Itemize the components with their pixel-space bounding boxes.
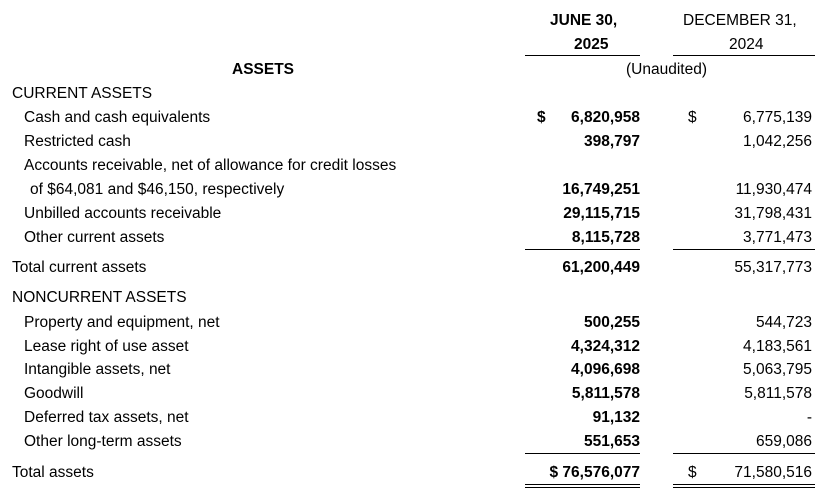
dec-value: 544,723 [755, 314, 812, 331]
june-value: 398,797 [583, 133, 640, 150]
dec-value: 5,811,578 [744, 385, 812, 402]
june-value: 4,324,312 [571, 338, 640, 355]
total-assets-label: Total assets [12, 464, 94, 481]
june-value: 551,653 [583, 433, 640, 450]
row-label: of $64,081 and $46,150, respectively [30, 181, 285, 198]
col2-header-line2: 2024 [729, 36, 764, 53]
dollar-sign: $ [688, 464, 697, 481]
june-value: 500,255 [583, 314, 640, 331]
total-current-dec: 55,317,773 [734, 259, 812, 276]
noncurrent-underline-col1 [525, 453, 640, 454]
dec-value: 31,798,431 [734, 205, 812, 222]
row-label: Lease right of use asset [24, 338, 189, 355]
row-label: Other current assets [24, 229, 165, 246]
june-value: 29,115,715 [563, 205, 640, 222]
col1-header-line2: 2025 [574, 36, 609, 53]
row-label: Unbilled accounts receivable [24, 205, 222, 222]
current-assets-heading: CURRENT ASSETS [12, 85, 153, 102]
col1-header-underline [525, 55, 640, 56]
double-underline-col2-a [673, 484, 815, 485]
june-value: 91,132 [592, 409, 640, 426]
row-label: Deferred tax assets, net [24, 409, 189, 426]
total-assets-june: $ 76,576,077 [549, 464, 640, 481]
row-label: Goodwill [24, 385, 84, 402]
dec-value: 11,930,474 [735, 181, 812, 198]
june-value: 5,811,578 [571, 385, 640, 402]
dec-value: 659,086 [755, 433, 812, 450]
dollar-sign: $ [688, 109, 697, 126]
total-assets-dec: 71,580,516 [734, 464, 812, 481]
col2-header-underline [673, 55, 815, 56]
june-value: 4,096,698 [571, 361, 640, 378]
subtotal-underline-col1 [525, 249, 640, 250]
june-value: 6,820,958 [571, 109, 640, 126]
double-underline-col2-b [673, 487, 815, 488]
col1-header-line1: JUNE 30, [550, 12, 618, 29]
double-underline-col1-a [525, 484, 640, 485]
unaudited-label: (Unaudited) [626, 61, 707, 78]
double-underline-col1-b [525, 487, 640, 488]
subtotal-underline-col2 [673, 249, 815, 250]
dec-value: 4,183,561 [743, 338, 812, 355]
row-label: Other long-term assets [24, 433, 182, 450]
row-label: Intangible assets, net [24, 361, 171, 378]
dec-value: 3,771,473 [743, 229, 812, 246]
total-current-assets-label: Total current assets [12, 259, 147, 276]
june-value: 16,749,251 [562, 181, 640, 198]
dec-value: 1,042,256 [743, 133, 812, 150]
row-label: Property and equipment, net [24, 314, 220, 331]
dec-value: 5,063,795 [743, 361, 812, 378]
dollar-sign: $ [537, 109, 546, 126]
noncurrent-underline-col2 [673, 453, 815, 454]
row-label: Restricted cash [24, 133, 131, 150]
assets-title: ASSETS [232, 61, 295, 78]
dec-value: - [806, 409, 812, 426]
noncurrent-assets-heading: NONCURRENT ASSETS [12, 289, 187, 306]
row-label: Accounts receivable, net of allowance for credit losses [24, 157, 397, 174]
total-current-june: 61,200,449 [562, 259, 640, 276]
row-label: Cash and cash equivalents [24, 109, 211, 126]
june-value: 8,115,728 [571, 229, 640, 246]
dec-value: 6,775,139 [743, 109, 812, 126]
col2-header-line1: DECEMBER 31, [683, 12, 797, 29]
